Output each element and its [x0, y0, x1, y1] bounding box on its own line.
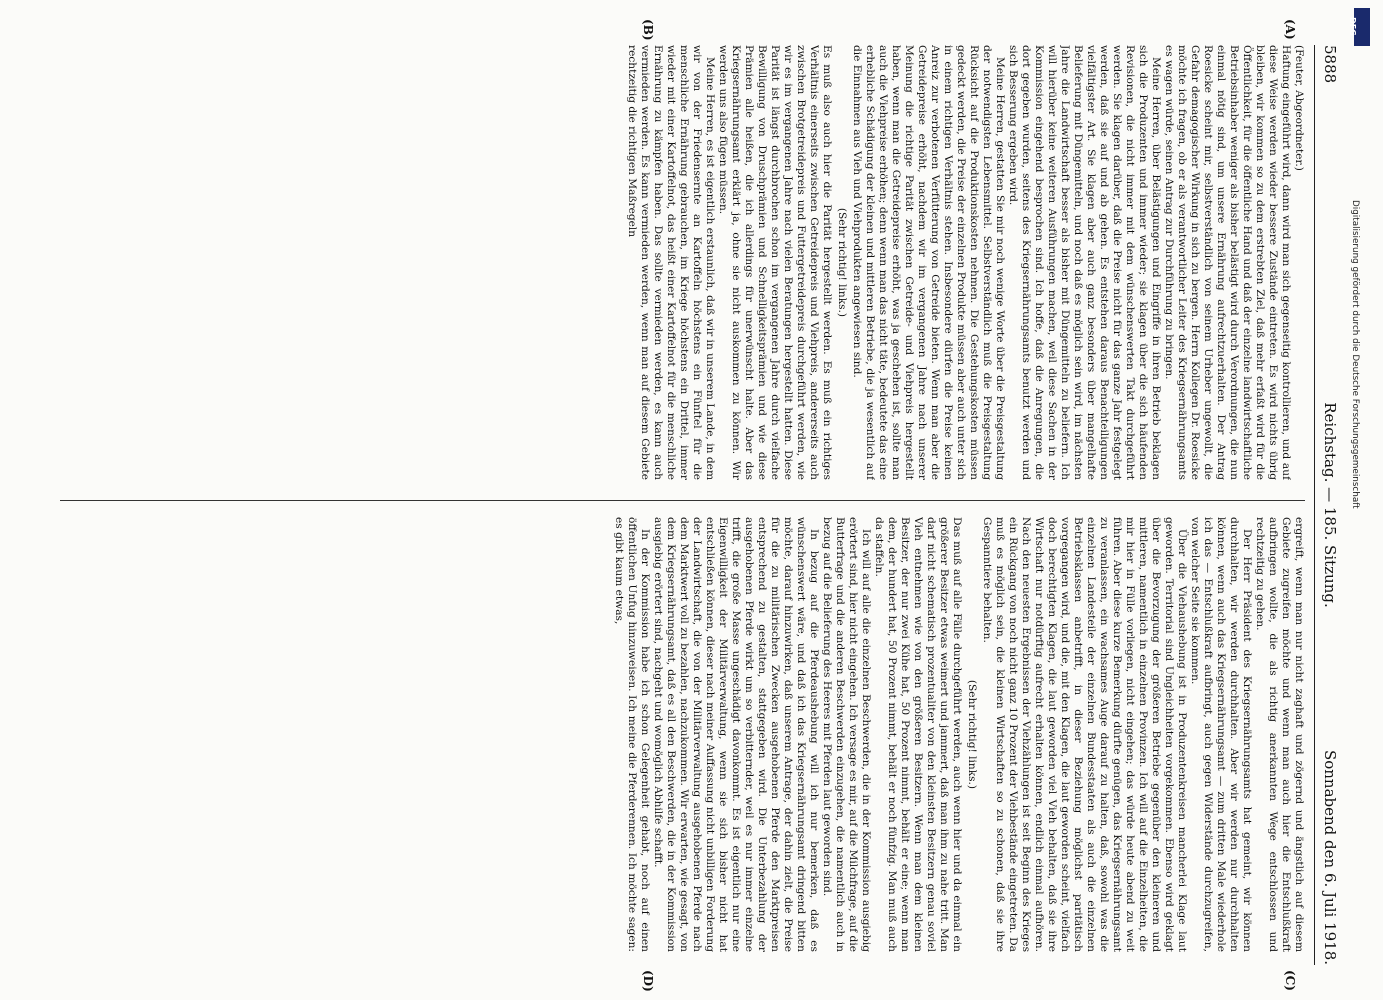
digitization-note: Digitalisierung gefördert durch die Deutsche Forschungsgemeinschaft — [1350, 200, 1360, 509]
header-rule — [1314, 45, 1315, 965]
dfg-logo: DFG — [1354, 8, 1370, 46]
margin-marker-b: (B) — [641, 19, 655, 41]
page-header-title: Reichstag. — 185. Sitzung. — [1321, 402, 1339, 608]
right-column-paragraph: Über die Viehaushebung ist in Produzentenkreisen mancherlei Klage laut geworden. Territorial sind Ungleichheiten vorgekommen. Ebenso wird geklagt über die Bevorzugung der größeren Betriebe gegenüber den kleineren und mittleren, namentlich in einzelnen Provinzen. Ich will auf die Einzelheiten, die mir hier in Fülle vorliegen, nicht eingehen; das würde heute abend zu weit führen. Aber diese kurze Bemerkung dürfte genügen, das Kriegsernährungsamt zu veranlassen, ein wachsames Auge darauf zu halten, daß, sowohl was die einzelnen Landesteile der einzelnen Bundesstaaten als auch die einzelnen Betriebsklassen anbetrifft, in dieser Beziehung möglichst paritätisch vorgegangen wird, und die, mit den Klagen, die laut geworden scheint, vielfach doch berechtigten Klagen, die laut geworden viel Vieh behalten, daß sie ihre Wirtschaft nur notdürftig aufrecht erhalten können, endlich einmal aufhören. Nach den neuesten Ergebnissen der Viehzählungen ist seit Beginn des Krieges ein Rückgang von noch nicht ganz 10 Prozent der Viehbestände eingetreten. Da muß es möglich sein, die kleinen Wirtschaften so zu schonen, daß sie ihre Gespanntiere behalten. — [981, 517, 1188, 952]
margin-marker-c: (C) — [1283, 970, 1297, 991]
left-column-paragraph: Es muß also auch hier die Parität hergestellt werden. Es muß ein richtiges Verhältnis einerseits zwischen Getreidepreis und Viehpreis, andererseits auch zwischen Brotgetreidepreis und Futtergetreidepreis durchgeführt werden, wie wir es im vergangenen Jahre nach vielen Beratungen hergestellt hatten. Diese Parität ist längst durchbrochen schon im vergangenen Jahre durch vielfache Bewilligung von Druschprämien und Schnelligkeitsprämien und wie diese Prämien alle heißen, die ich allerdings für unerwünscht halte. Aber das Kriegsernährungsamt erklärt ja, ohne sie nicht auskommen zu können. Wir werden uns also fügen müssen. — [717, 45, 833, 480]
page-number: 5888 — [1321, 45, 1339, 84]
page-header — [1315, 45, 1345, 965]
right-column-paragraph: (Sehr richtig! links.) — [966, 679, 978, 790]
left-column-paragraph: Meine Herren, es ist eigentlich erstaunlich, daß wir in unserem Lande, in dem wir von der Friedensernte an Kartoffeln höchstens ein Fünftel für die menschliche Ernährung gebrauchen, im Kriege höchstens ein Drittel, immer wieder mit einer Kartoffelnot, das heißt einer Kartoffelnot für die menschliche Ernährung zu kämpfen haben. Das sollte vermieden werden, es kann auch vermieden werden. Es kann vermieden werden, wenn man auf diesem Gebiete rechtzeitig die richtigen Maßregeln — [626, 45, 716, 480]
right-column-paragraph: In der Kommission habe ich schon Gelegenheit gehabt, noch auf einen öffentlichen Unfug hinzuweisen. Ich meine die Pferderennen. Ich möchte sagen: es gibt kaum etwas, — [613, 517, 651, 952]
left-column-paragraph: (Sehr richtig! links.) — [836, 207, 848, 318]
right-column — [60, 517, 1305, 952]
left-column-paragraph: Meine Herren, gestatten Sie mir noch wenige Worte über die Preisgestaltung der notwendigsten Lebensmittel. Selbstverständlich muß die Preisgestaltung Rücksicht auf die Produktionskosten nehmen. Die Gestehungskosten müssen gedeckt werden, die Preise der einzelnen Produkte müssen aber auch unter sich in einem richtigen Verhältnis stehen. Insbesondere dürfen die Preise keinen Anreiz zur verbotenen Verfütterung von Getreide bieten. Wenn man aber die Getreidepreise erhöht, nachdem wir im vergangenen Jahre nach unserer Meinung die richtige Parität zwischen Getreide- und Viehpreis hergestellt haben, wenn man die Getreidepreise erhöht, was ja geschehen ist, sollte man auch die Viehpreise erhöhen; denn wenn man das nicht täte, bedeutete das eine erhebliche Schädigung der kleinen und mittleren Betriebe, die ja wesentlich auf die Einnahmen aus Vieh und Viehprodukten angewiesen sind. — [851, 45, 1006, 480]
right-column-paragraph: ergreift, wenn man nur nicht zaghaft und zögernd und ängstlich auf diesem Gebiete zugreifen möchte und wenn man auch hier die Entschlußkraft aufbringen wollte, die als richtig anerkannten Wege entschlossen und rechtzeitig zu gehen. — [1254, 517, 1305, 952]
left-column-paragraph: (Feuter, Abgeordneter.) — [1293, 45, 1305, 171]
left-column-paragraph: Meine Herren, über Belästigungen und Eingriffe in ihren Betrieb beklagen sich die Produzenten und immer wieder; sie klagen über die sich häufenden Revisionen, die nicht immer mit dem wünschenswerten Takt durchgeführt werden. Sie klagen darüber, daß die Preise nicht für das ganze Jahr festgelegt werden, daß sie auf und ab gehen. Es entstehen daraus Benachteiligungen vielfältigster Art. Sie klagen aber auch ganz besonders über mangelhafte Belieferung mit Düngemitteln, und noch daß es möglich sein wird, im nächsten Jahre die Landwirtschaft besser als bisher mit Düngemitteln zu beliefern. Ich will hierüber keine weiteren Ausführungen machen, weil diese Sachen in der Kommission eingehend besprochen sind. Ich hoffe, daß die Anregungen, die dort gegeben wurden, seitens des Kriegsernährungsamts benutzt werden und sich Besserung ergeben wird. — [1007, 45, 1162, 480]
margin-marker-a: (A) — [1283, 19, 1297, 40]
rotated-page-content — [55, 19, 1345, 992]
right-column-paragraph: Das muß auf alle Fälle durchgeführt werden, auch wenn hier und da einmal ein größerer Besitzer etwas weimert und jammert, daß man ihm zu nahe tritt. Man darf nicht schematisch prozentualiter von den kleinsten Besitzern genau soviel Vieh entnehmen wie von den größeren Besitzern. Wenn man dem kleinen Besitzer, der nur zwei Kühe hat, 50 Prozent nimmt, behält er eine; wenn man dem, der hundert hat, 50 Prozent nimmt, behält er noch fünfzig. Man muß auch da staffeln. — [873, 517, 963, 952]
left-column — [60, 45, 1305, 480]
margin-marker-d: (D) — [641, 970, 655, 992]
right-column-paragraph: In bezug auf die Pferdeaushebung will ich nur bemerken, daß es wünschenswert wäre, und daß ich das Kriegsernährungsamt dringend bitten möchte, darauf hinzuwirken, daß unserem Antrage, der dahin zielt, die Preise für die zu militärischen Zwecken ausgehobenen Pferde den Marktpreisen entsprechend zu gestalten, stattgegeben wird. Die Unterbezahlung der ausgehobenen Pferde wirkt um so verbitternder, weil es nur immer einzelne trifft, die große Masse ungeschädigt davonkommt. Es ist eigentlich nur eine Eigenwilligkeit der Militärverwaltung, wenn sie sich bisher nicht hat entschließen können, dieser nach meiner Auffassung nicht unbilligen Forderung der Landwirtschaft, die von der Militärverwaltung ausgehobenen Pferde nach dem Marktwert voll zu bezahlen, nachzukommen. Wir erwarten, wie gesagt, von dem Kriegsernährungsamt, daß es all den Beschwerden, die in der Kommission ausgiebig erörtert sind, nachgeht und womöglich Abhilfe schafft. — [652, 517, 820, 952]
right-column-paragraph: Der Herr Präsident des Kriegsernährungsamts hat gemeint, wir können durchhalten, wir werden durchhalten. Aber wir werden nur durchhalten können, wenn auch das Kriegsernährungsamt — zum dritten Male wiederhole ich das — Entschlußkraft aufbringt, auch gegen Widerstände durchzugreifen, von welcher Seite sie kommen. — [1189, 517, 1253, 952]
column-divider — [60, 500, 1305, 501]
right-column-paragraph: Ich will auf alle die einzelnen Beschwerden, die in der Kommission ausgiebig erörtert sind, hier nicht eingehen. Ich versage es mir, auf die Milchfrage, auf die Butterfrage und die anderen Beschwerden einzugehen, die namentlich auch in bezug auf die Belieferung des Heeres mit Pferden laut geworden sind. — [821, 517, 872, 952]
page-header-date: Sonnabend den 6. Juli 1918. — [1321, 749, 1339, 965]
left-column-paragraph: Haftung eingeführt wird, dann wird man sich gegenseitig kontrollieren, und auf diese Weise werden wieder bessere Zustände eintreten. Es wird nichts übrig bleiben, wir kommen so zu dem erstrebten Ziel, daß mehr erfaßt wird für die Öffentlichkeit, für die öffentliche Hand und daß der einzelne landwirtschaftliche Betriebsinhaber weniger als bisher belästigt wird durch Verordnungen, die nun einmal nötig sind, um unsere Ernährung aufrechtzuerhalten. Der Antrag Roesicke scheint mir, selbstverständlich von seinem Urheber ungewollt, die Gefahr demagogischer Wirkung in sich zu bergen. Herrn Kollegen Dr. Roesicke möchte ich fragen, ob er als verantwortlicher Leiter des Kriegsernährungsamts es wagen würde, seinen Antrag zur Durchführung zu bringen. — [1163, 45, 1292, 480]
